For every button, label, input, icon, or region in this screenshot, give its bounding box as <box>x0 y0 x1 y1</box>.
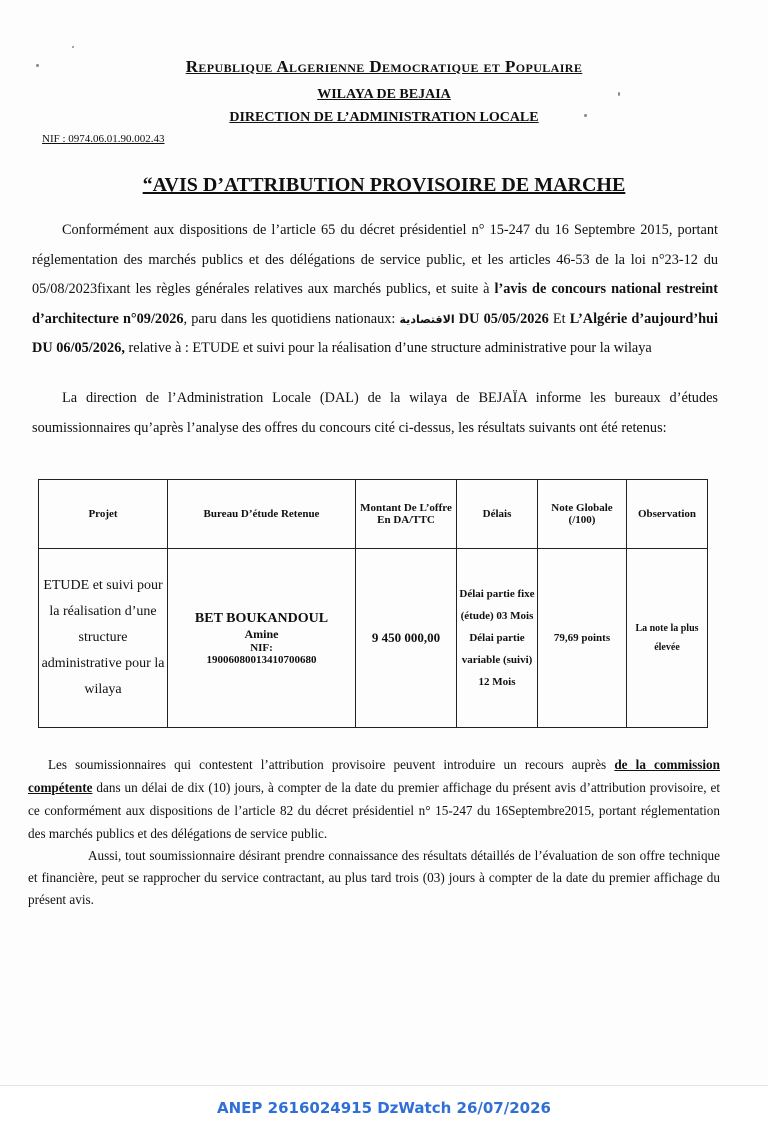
table-row <box>39 549 708 728</box>
header-republic: Republique Algerienne Democratique et Populaire <box>185 57 583 76</box>
header-projet: Projet <box>39 480 168 549</box>
paragraph-intro: Conformément aux dispositions de l’article 65 du décret présidentiel n° 15-247 du 16 Septembre 2015, portant réglementation des marchés publics et des délégations de service public, et les articles 46-53 de la loi n°23-12 du 05/08/2023fixant les règles générales relatives aux marchés publics, et suite à l’avis de concours national restreint d’architecture n°09/2026, paru dans les quotidiens nationaux: الاقتصادية DU 05/05/2026 Et L’Algérie d’aujourd’hui DU 06/05/2026, relative à : ETUDE et suivi pour la réalisation d’une structure administrative pour la wilaya <box>32 222 719 356</box>
bureau-nif-label: NIF: <box>250 641 273 654</box>
paragraph-results-intro: La direction de l’Administration Locale (DAL) de la wilaya de BEJAÏA informe les bureaux d’études soumissionnaires qu’après l’analyse des offres du concours cité ci-dessus, les résultats suivants ont été retenus: <box>32 390 718 436</box>
cell-note: 79,69 points <box>538 549 627 728</box>
cell-projet: ETUDE et suivi pour la réalisation d’une structure administrative pour la wilaya <box>39 549 168 728</box>
cell-bureau <box>168 549 356 728</box>
results-table <box>38 479 708 728</box>
header-wilaya: WILAYA DE BEJAIA <box>317 87 451 102</box>
footer-reference: ANEP 2616024915 DzWatch 26/07/2026 <box>217 1099 551 1117</box>
header-montant: Montant De L’offre En DA/TTC <box>356 480 457 549</box>
header-direction: DIRECTION DE L’ADMINISTRATION LOCALE <box>229 110 539 125</box>
header-bureau: Bureau D’étude Retenue <box>168 480 356 549</box>
cell-delais: Délai partie fixe (étude) 03 Mois Délai partie variable (suivi) 12 Mois <box>457 549 538 728</box>
bureau-name: BET BOUKANDOUL <box>194 610 329 626</box>
scan-speck <box>72 46 74 48</box>
paragraph-consultation: Aussi, tout soumissionnaire désirant prendre connaissance des résultats détaillés de l’évaluation de son offre technique et financière, peut se rapprocher du service contractant, au plus tard trois (03) jours à compter de la date du premier affichage du présent avis. <box>28 848 720 907</box>
paragraph-recours: Les soumissionnaires qui contestent l’attribution provisoire peuvent introduire un recours auprès de la commission compétente dans un délai de dix (10) jours, à compter de la date du premier affichage du présent avis d’attribution provisoire, et ce conformément aux dispositions de l’article 82 du décret présidentiel n° 15-247 du 16Septembre2015, portant réglementation des marchés publics et des délégations de service public. <box>28 757 720 841</box>
header-delais: Délais <box>457 480 538 549</box>
document-title: “AVIS D’ATTRIBUTION PROVISOIRE DE MARCHE <box>142 174 626 196</box>
table-header-row <box>39 480 708 549</box>
header-observation: Observation <box>627 480 708 549</box>
cell-observation: La note la plus élevée <box>627 549 708 728</box>
nif-number: NIF : 0974.06.01.90.002.43 <box>42 133 165 145</box>
bureau-nif: 19006080013410700680 <box>206 653 317 666</box>
bureau-first-name: Amine <box>244 626 279 641</box>
cell-montant: 9 450 000,00 <box>356 549 457 728</box>
header-note: Note Globale (/100) <box>538 480 627 549</box>
